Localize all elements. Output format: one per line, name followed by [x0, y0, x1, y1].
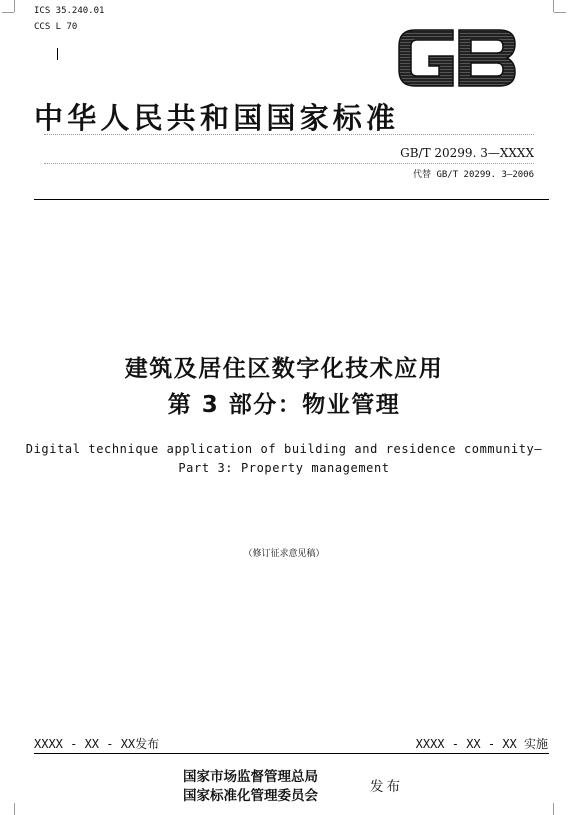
- crop-mark-top-left-h: [2, 12, 14, 13]
- header-rule: [34, 199, 549, 200]
- crop-mark-top-left: [14, 0, 15, 12]
- text-cursor: [57, 48, 58, 60]
- footer-rule: [34, 753, 549, 754]
- crop-mark-top-right-h: [554, 12, 566, 13]
- issuer-sac: 国家标准化管理委员会: [183, 788, 318, 804]
- country-standard-title: 中华人民共和国国家标准: [34, 101, 400, 135]
- main-title-line-2: 第 3 部分：物业管理: [167, 392, 401, 418]
- crop-mark-bottom-right: [553, 803, 554, 815]
- issue-label: 发布: [370, 779, 403, 795]
- english-title-line-2: Part 3: Property management: [178, 461, 390, 475]
- main-title-line-1: 建筑及居住区数字化技术应用: [124, 356, 444, 382]
- dotted-divider: [44, 134, 534, 135]
- standard-number-text: GB/T 20299. 3—XXXX: [400, 146, 534, 160]
- ics-code-text: ICS 35.240.01: [34, 6, 105, 16]
- crop-mark-bottom-left: [14, 803, 15, 815]
- gb-logo-icon: [395, 26, 519, 90]
- issuer-samr: 国家市场监督管理总局: [183, 769, 318, 785]
- crop-mark-top-right: [553, 0, 554, 12]
- replaces-standard: 代替 GB/T 20299. 3—2006: [413, 170, 534, 180]
- implement-date: XXXX - XX - XX 实施: [415, 737, 548, 751]
- publish-date: XXXX - XX - XX发布: [34, 737, 160, 751]
- draft-status: （修订征求意见稿）: [243, 549, 325, 559]
- ics-code: [34, 6, 104, 17]
- ccs-code: [34, 22, 77, 33]
- standard-number: [400, 146, 534, 160]
- dotted-divider: [44, 163, 534, 164]
- english-title-line-1: Digital technique application of building and residence community—: [25, 442, 543, 456]
- ccs-code-text: CCS L 70: [34, 22, 78, 32]
